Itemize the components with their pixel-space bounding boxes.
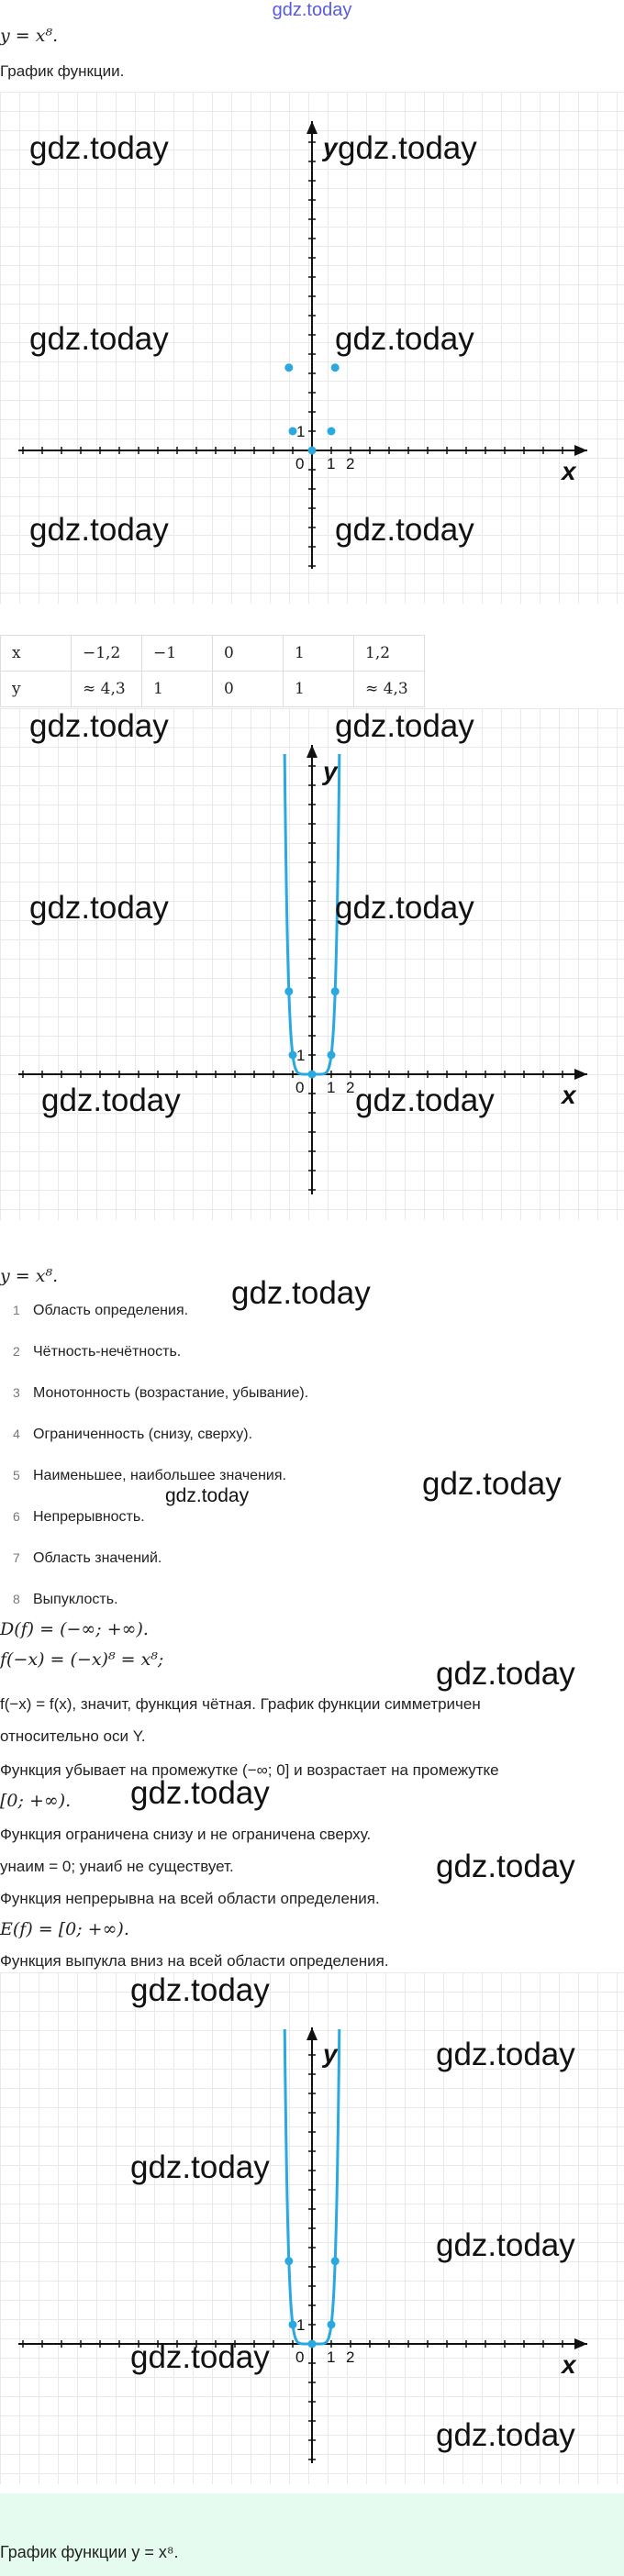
watermark: gdz.today <box>29 130 169 166</box>
data-point <box>308 1071 317 1079</box>
list-item-number: 6 <box>13 1509 20 1524</box>
x-axis-label: x <box>562 2350 576 2379</box>
list-item-label: Наименьшее, наибольшее значения. <box>33 1468 286 1483</box>
list-item-number: 8 <box>13 1592 20 1606</box>
parity-formula: f(−x) = (−x)⁸ = x⁸; <box>0 1649 164 1670</box>
monotonic-interval: [0; +∞). <box>0 1791 72 1811</box>
parity-text: f(−x) = f(x), значит, функция чётная. График функции симметричен <box>0 1695 481 1713</box>
list-item-number: 3 <box>13 1385 20 1400</box>
x-axis-arrow <box>574 445 587 456</box>
table-cell: −1 <box>142 636 213 672</box>
watermark: gdz.today <box>436 2417 575 2453</box>
values-table <box>0 635 425 707</box>
y-tick-label: 1 <box>296 423 306 440</box>
x-tick-label: 2 <box>346 2348 355 2366</box>
bounded-text: Функция ограничена снизу и не ограничена сверху. <box>0 1826 372 1843</box>
list-item-label: Область значений. <box>33 1550 162 1566</box>
data-point <box>328 1051 336 1060</box>
table-cell: x <box>1 636 72 672</box>
x-tick-label: 1 <box>327 2348 336 2366</box>
data-point <box>308 2340 317 2348</box>
table-cell: 1 <box>284 672 354 707</box>
watermark: gdz.today <box>165 1485 250 1506</box>
table-cell: 1 <box>142 672 213 707</box>
watermark: gdz.today <box>29 890 169 926</box>
x-tick-label: 1 <box>327 1079 336 1096</box>
range-line: E(f) = [0; +∞). <box>0 1919 129 1939</box>
site-logo[interactable]: gdz.today <box>272 0 352 20</box>
list-item <box>13 1427 252 1443</box>
watermark: gdz.today <box>29 512 169 548</box>
x-tick-label: 2 <box>346 1079 355 1096</box>
origin-label: 0 <box>295 1079 305 1096</box>
table-cell: y <box>1 672 72 707</box>
watermark: gdz.today <box>436 2037 575 2072</box>
watermark: gdz.today <box>130 1775 270 1811</box>
data-point <box>284 987 293 995</box>
data-point <box>289 427 297 436</box>
watermark: gdz.today <box>335 890 474 926</box>
watermark: gdz.today <box>338 130 477 166</box>
y-tick-label: 1 <box>296 1047 306 1064</box>
list-item <box>13 1303 188 1319</box>
data-point <box>328 2321 336 2329</box>
watermark: gdz.today <box>436 2227 575 2263</box>
list-item <box>13 1550 162 1567</box>
list-item-label: Ограниченность (снизу, сверху). <box>33 1427 253 1442</box>
answer-text: График функции y = x⁸. <box>0 2543 179 2561</box>
list-item-number: 4 <box>13 1427 20 1441</box>
data-point <box>308 447 317 455</box>
watermark: gdz.today <box>130 1972 270 2008</box>
analysis-formula: y = x⁸. <box>0 1266 59 1286</box>
table-cell: −1,2 <box>72 636 142 672</box>
list-item-label: Выпуклость. <box>33 1592 118 1607</box>
watermark: gdz.today <box>335 512 474 548</box>
answer-box <box>0 2493 624 2576</box>
data-point <box>331 987 340 995</box>
data-point <box>331 2257 340 2265</box>
data-point <box>284 363 293 372</box>
y-tick-label: 1 <box>296 2316 306 2334</box>
y-axis-label: y <box>323 2039 338 2068</box>
list-item-label: Монотонность (возрастание, убывание). <box>33 1385 309 1401</box>
origin-label: 0 <box>295 455 305 472</box>
watermark: gdz.today <box>231 1275 371 1311</box>
continuity-text: Функция непрерывна на всей области определения. <box>0 1890 380 1907</box>
x-tick-label: 1 <box>327 455 336 472</box>
list-item <box>13 1509 145 1526</box>
data-point <box>328 427 336 436</box>
list-item-number: 7 <box>13 1550 20 1565</box>
list-item-number: 5 <box>13 1468 20 1482</box>
x-axis-label: x <box>562 1081 576 1109</box>
watermark: gdz.today <box>130 2339 270 2375</box>
watermark: gdz.today <box>130 2149 270 2185</box>
data-point <box>284 2257 293 2265</box>
data-point <box>289 1051 297 1060</box>
table-cell: ≈ 4,3 <box>354 672 425 707</box>
x-tick-label: 2 <box>346 455 355 472</box>
data-point <box>289 2321 297 2329</box>
x-axis-arrow <box>574 1069 587 1080</box>
table-row <box>1 672 425 707</box>
y-axis-arrow <box>306 2027 318 2040</box>
data-point <box>331 363 340 372</box>
list-item-label: Непрерывность. <box>33 1509 145 1525</box>
watermark: gdz.today <box>436 1656 575 1692</box>
x-axis-label: x <box>562 457 576 485</box>
watermark: gdz.today <box>29 708 169 744</box>
x-axis-arrow <box>574 2338 587 2349</box>
table-cell: 1,2 <box>354 636 425 672</box>
list-item-number: 2 <box>13 1344 20 1359</box>
y-axis-label: y <box>323 133 338 161</box>
graph-curve-svg <box>0 708 624 1220</box>
table-cell: 1 <box>284 636 354 672</box>
list-item-label: Чётность-нечётность. <box>33 1344 182 1360</box>
table-cell: 0 <box>213 636 284 672</box>
watermark: gdz.today <box>355 1083 495 1118</box>
list-item-number: 1 <box>13 1303 20 1317</box>
domain-line: D(f) = (−∞; +∞). <box>0 1619 149 1639</box>
list-item <box>13 1592 118 1608</box>
list-item-label: Область определения. <box>33 1303 189 1318</box>
graph-curve-final <box>0 1972 624 2484</box>
watermark: gdz.today <box>41 1083 181 1118</box>
graph-points <box>0 92 624 604</box>
list-item <box>13 1344 181 1360</box>
list-item <box>13 1468 286 1484</box>
convexity-text: Функция выпукла вниз на всей области определения. <box>0 1952 389 1970</box>
table-row <box>1 636 425 672</box>
parity-text: относительно оси Y. <box>0 1727 146 1745</box>
origin-label: 0 <box>295 2348 305 2366</box>
watermark: gdz.today <box>335 708 474 744</box>
watermark: gdz.today <box>422 1466 562 1502</box>
y-axis-label: y <box>323 757 338 785</box>
monotonic-text: Функция убывает на промежутке (−∞; 0] и возрастает на промежутке <box>0 1761 499 1779</box>
watermark: gdz.today <box>436 1849 575 1884</box>
watermark: gdz.today <box>29 321 169 357</box>
y-axis-arrow <box>306 745 318 758</box>
y-axis-arrow <box>306 121 318 134</box>
extrema-text: yнаим = 0; yнаиб не существует. <box>0 1858 234 1875</box>
graph-curve <box>0 708 624 1220</box>
list-item <box>13 1385 308 1402</box>
intro-formula: y = x⁸. <box>0 26 59 46</box>
table-cell: 0 <box>213 672 284 707</box>
watermark: gdz.today <box>335 321 474 357</box>
intro-caption: График функции. <box>0 62 125 80</box>
table-cell: ≈ 4,3 <box>72 672 142 707</box>
